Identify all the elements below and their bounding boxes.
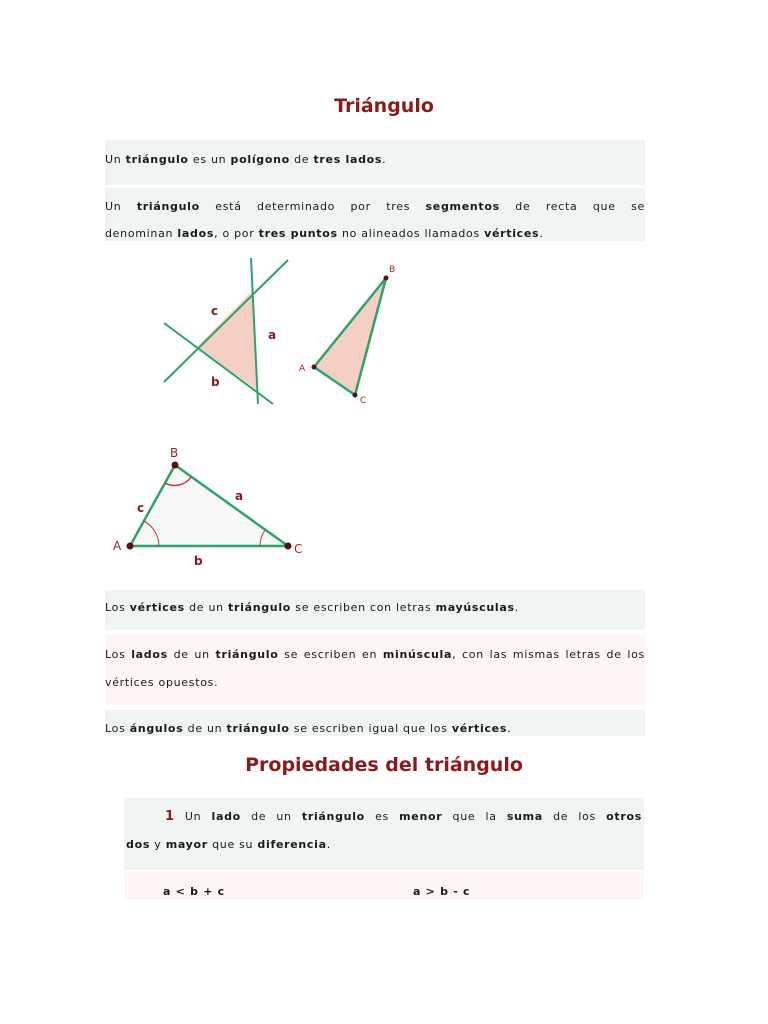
term-triangulo: triángulo (226, 722, 290, 735)
vertex-point-b (384, 276, 389, 281)
text: Un (105, 200, 137, 213)
text: es un (188, 153, 231, 166)
text: . (507, 722, 512, 735)
vertex-point-c (285, 543, 292, 550)
term-vertices: vértices (484, 227, 540, 240)
term-triangulo: triángulo (228, 601, 292, 614)
vertices-paragraph (105, 590, 645, 630)
section-title: Propiedades del triángulo (245, 754, 523, 776)
vertex-triangle (314, 278, 386, 395)
side-label-a: a (268, 328, 277, 342)
side-label-b: b (211, 375, 220, 389)
text: denominan (105, 227, 178, 240)
term-dos: dos (126, 838, 151, 851)
vertex-label-b: B (389, 265, 396, 275)
vertex-point-a (127, 543, 134, 550)
page-title: Triángulo (334, 95, 434, 117)
text: de un (184, 601, 229, 614)
text: de recta que se (499, 200, 645, 213)
text: y (150, 838, 166, 851)
term-triangulo: triángulo (215, 648, 279, 661)
text: Un (174, 810, 212, 823)
text: Los (105, 648, 132, 661)
term-segmentos: segmentos (425, 200, 500, 213)
term-suma: suma (506, 810, 543, 823)
term-tres-puntos: tres puntos (258, 227, 338, 240)
text: Los (105, 722, 130, 735)
vertex-point-b (172, 462, 179, 469)
term-mayor: mayor (165, 838, 208, 851)
text: , o por (214, 227, 259, 240)
sides-paragraph (105, 635, 645, 705)
text: Los (105, 601, 130, 614)
side-label-c: c (211, 304, 219, 318)
term-lados: lados (177, 227, 215, 240)
vertex-label-c: C (294, 542, 303, 556)
side-label-b: b (194, 554, 203, 568)
formula-difference: a > b - c (413, 885, 471, 898)
labeled-triangle-figure (0, 430, 768, 580)
term-vertices: vértices (451, 722, 508, 735)
angles-paragraph (105, 710, 645, 736)
text: . (539, 227, 544, 240)
text: de un (240, 810, 302, 823)
term-diferencia: diferencia (257, 838, 327, 851)
term-angulos: ángulos (129, 722, 184, 735)
vertex-point-a (312, 365, 317, 370)
term-triangulo: triángulo (301, 810, 365, 823)
text: está determinado por tres (199, 200, 426, 213)
text: . (382, 153, 387, 166)
term-triangulo: triángulo (125, 153, 189, 166)
side-label-c: c (137, 501, 145, 515)
term-minuscula: minúscula (382, 648, 453, 661)
property-1 (124, 798, 644, 870)
vertex-label-a: A (299, 364, 306, 374)
text: de un (183, 722, 227, 735)
term-mayusculas: mayúsculas (435, 601, 515, 614)
text: se escriben en (278, 648, 383, 661)
text: de un (167, 648, 216, 661)
text: que la (442, 810, 507, 823)
text: de los (542, 810, 607, 823)
property-1-formulas (124, 872, 644, 900)
text: vértices opuestos. (105, 676, 219, 689)
term-otros: otros (606, 810, 642, 823)
text: se escriben con letras (291, 601, 436, 614)
side-label-a: a (235, 489, 244, 503)
term-menor: menor (399, 810, 443, 823)
vertex-label-a: A (113, 539, 122, 553)
text: se escriben igual que los (289, 722, 452, 735)
text: . (514, 601, 519, 614)
text: es (364, 810, 400, 823)
triangle-abc (130, 465, 288, 546)
text: no alineados llamados (337, 227, 485, 240)
property-number: 1 (165, 809, 175, 824)
term-tres-lados: tres lados (313, 153, 383, 166)
text: que su (207, 838, 258, 851)
text: de (289, 153, 314, 166)
term-lados: lados (131, 648, 168, 661)
term-vertices: vértices (129, 601, 185, 614)
text: Un (105, 153, 126, 166)
vertex-label-b: B (170, 446, 179, 460)
vertex-point-c (353, 393, 358, 398)
triangle-lines-figure (0, 0, 768, 420)
text: . (326, 838, 331, 851)
text: , con las mismas letras de los (452, 648, 645, 661)
term-triangulo: triángulo (136, 200, 200, 213)
vertex-label-c: C (360, 396, 367, 406)
formula-sum: a < b + c (163, 885, 225, 898)
term-poligono: polígono (230, 153, 290, 166)
term-lado: lado (211, 810, 241, 823)
